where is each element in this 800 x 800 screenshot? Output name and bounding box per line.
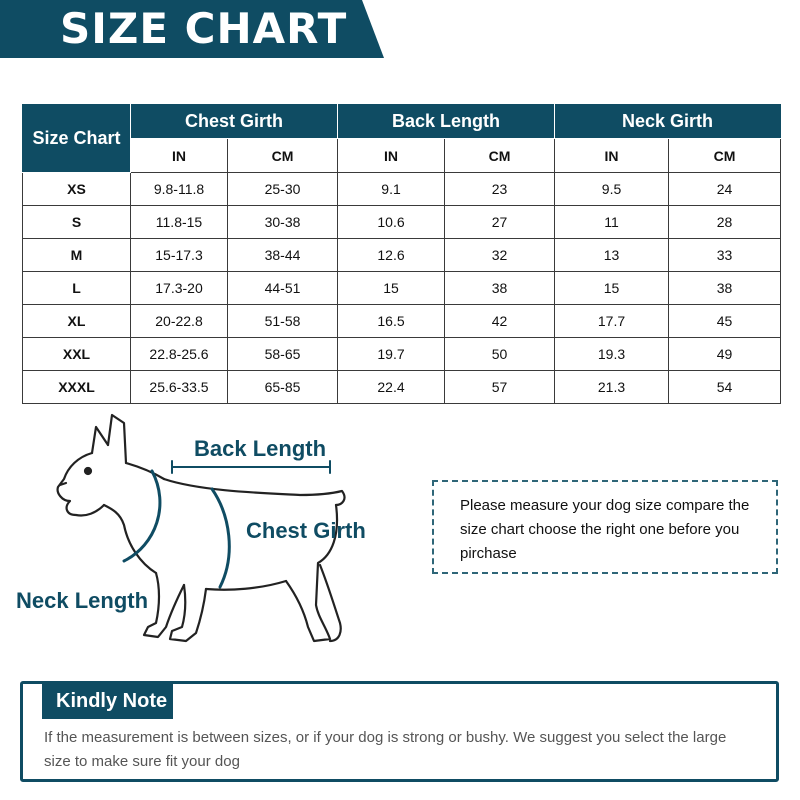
unit-header: CM [445,139,555,173]
value-cell: 32 [445,239,555,272]
value-cell: 24 [669,173,781,206]
value-cell: 11 [555,206,669,239]
value-cell: 57 [445,371,555,404]
value-cell: 15 [338,272,445,305]
value-cell: 19.7 [338,338,445,371]
value-cell: 13 [555,239,669,272]
size-cell: M [23,239,131,272]
header-neck-girth: Neck Girth [555,105,781,139]
table-row [23,371,781,404]
value-cell: 15-17.3 [131,239,228,272]
kindly-note-text: If the measurement is between sizes, or if your dog is strong or bushy. We suggest you select the large size to make sure fit your dog [44,729,727,770]
table-row [23,239,781,272]
header-back-length: Back Length [338,105,555,139]
unit-header: IN [338,139,445,173]
value-cell: 15 [555,272,669,305]
size-cell: XL [23,305,131,338]
value-cell: 38-44 [228,239,338,272]
unit-header: IN [555,139,669,173]
value-cell: 42 [445,305,555,338]
neck-length-label: Neck Length [16,588,149,613]
value-cell: 20-22.8 [131,305,228,338]
size-cell: XXXL [23,371,131,404]
value-cell: 9.1 [338,173,445,206]
value-cell: 9.5 [555,173,669,206]
measure-instruction-box [432,480,778,574]
value-cell: 49 [669,338,781,371]
value-cell: 45 [669,305,781,338]
table-corner-header: Size Chart [23,105,131,173]
unit-header: CM [669,139,781,173]
value-cell: 17.7 [555,305,669,338]
measure-instruction-text: Please measure your dog size compare the size chart choose the right one before you pirchase [460,497,750,562]
value-cell: 65-85 [228,371,338,404]
value-cell: 19.3 [555,338,669,371]
value-cell: 25-30 [228,173,338,206]
value-cell: 27 [445,206,555,239]
value-cell: 38 [669,272,781,305]
value-cell: 44-51 [228,272,338,305]
value-cell: 33 [669,239,781,272]
value-cell: 50 [445,338,555,371]
value-cell: 22.8-25.6 [131,338,228,371]
value-cell: 38 [445,272,555,305]
size-cell: XXL [23,338,131,371]
value-cell: 30-38 [228,206,338,239]
table-row [23,272,781,305]
value-cell: 17.3-20 [131,272,228,305]
value-cell: 54 [669,371,781,404]
size-table [22,104,781,404]
table-row [23,206,781,239]
table-row [23,338,781,371]
value-cell: 9.8-11.8 [131,173,228,206]
size-cell: L [23,272,131,305]
page-title: SIZE CHART [60,4,348,53]
size-cell: XS [23,173,131,206]
kindly-note-box [20,681,779,782]
value-cell: 25.6-33.5 [131,371,228,404]
unit-header: IN [131,139,228,173]
value-cell: 16.5 [338,305,445,338]
size-cell: S [23,206,131,239]
table-row [23,173,781,206]
value-cell: 21.3 [555,371,669,404]
value-cell: 28 [669,206,781,239]
value-cell: 58-65 [228,338,338,371]
chest-girth-label: Chest Girth [246,518,366,543]
back-length-label: Back Length [194,436,327,461]
value-cell: 23 [445,173,555,206]
header-chest-girth: Chest Girth [131,105,338,139]
value-cell: 11.8-15 [131,206,228,239]
unit-header: CM [228,139,338,173]
value-cell: 10.6 [338,206,445,239]
value-cell: 51-58 [228,305,338,338]
value-cell: 12.6 [338,239,445,272]
table-row [23,305,781,338]
kindly-note-title: Kindly Note [42,684,173,719]
value-cell: 22.4 [338,371,445,404]
